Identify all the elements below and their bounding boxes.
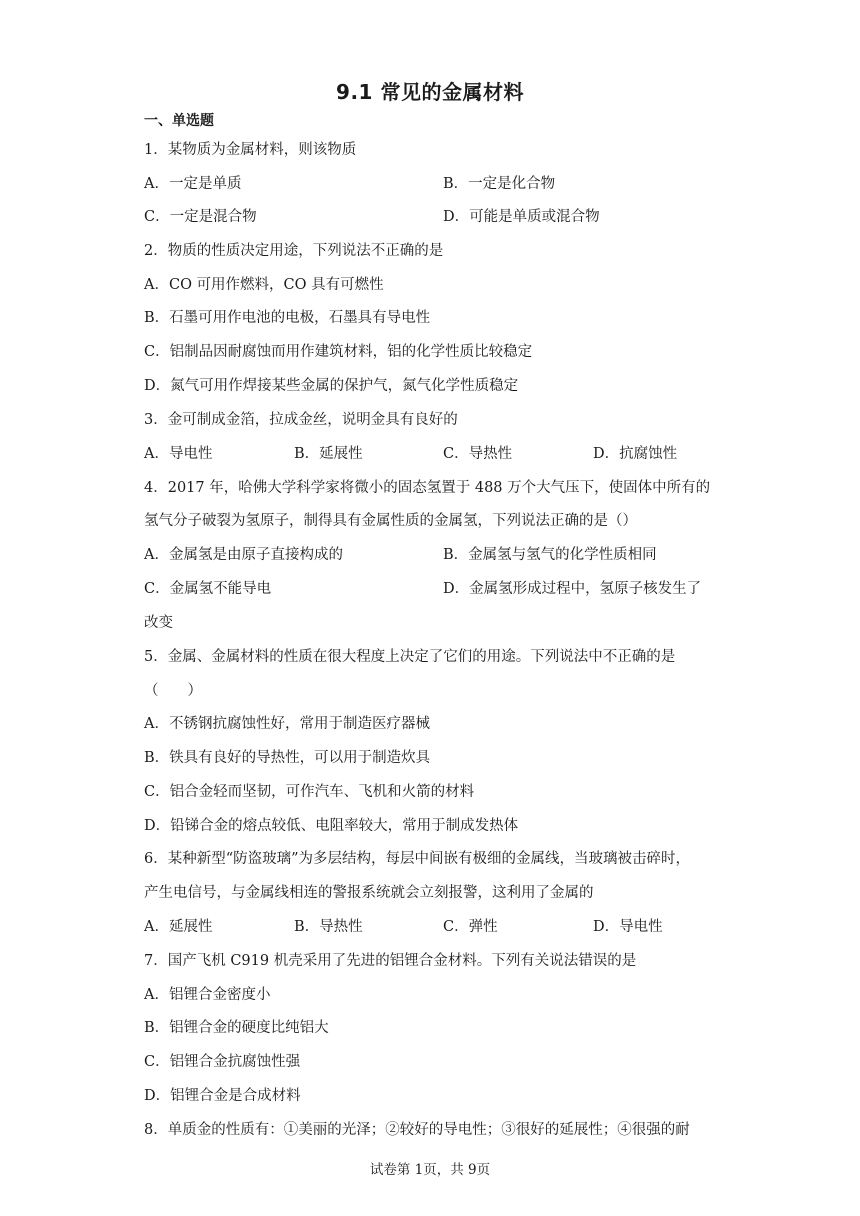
question-5-option-d: D．铅锑合金的熔点较低、电阻率较大，常用于制成发热体	[144, 818, 519, 834]
question-4-option-b: B．金属氢与氢气的化学性质相同	[443, 547, 657, 563]
question-3-option-a: A．导电性	[144, 446, 213, 462]
question-6-option-a: A．延展性	[144, 919, 213, 935]
question-5-stem-line-1: 5．金属、金属材料的性质在很大程度上决定了它们的用途。下列说法中不正确的是	[144, 649, 676, 665]
question-1-stem: 1．某物质为金属材料，则该物质	[144, 142, 357, 158]
question-5-option-a: A．不锈钢抗腐蚀性好，常用于制造医疗器械	[144, 716, 430, 732]
question-7-option-b: B．铝锂合金的硬度比纯铝大	[144, 1020, 329, 1036]
question-4-stem-line-1: 4．2017 年，哈佛大学科学家将微小的固态氢置于 488 万个大气压下，使固体中所有的	[144, 480, 711, 496]
question-6-stem-line-1: 6．某种新型“防盗玻璃”为多层结构，每层中间嵌有极细的金属线，当玻璃被击碎时，	[144, 851, 691, 867]
question-3-option-c: C．导热性	[443, 446, 513, 462]
question-7-option-d: D．铝锂合金是合成材料	[144, 1088, 301, 1104]
question-5-stem-line-2: （ ）	[144, 683, 202, 699]
section-heading: 一、单选题	[144, 113, 214, 129]
question-2-option-a: A．CO 可用作燃料，CO 具有可燃性	[144, 277, 384, 293]
question-3-option-d: D．抗腐蚀性	[593, 446, 678, 462]
question-4-option-d: D．金属氢形成过程中，氢原子核发生了	[443, 581, 702, 597]
question-7-option-a: A．铝锂合金密度小	[144, 987, 271, 1003]
question-4-stem-line-2: 氢气分子破裂为氢原子，制得具有金属性质的金属氢，下列说法正确的是（）	[144, 513, 637, 529]
page-title: 9.1 常见的金属材料	[336, 80, 524, 104]
question-3-option-b: B．延展性	[294, 446, 363, 462]
question-1-option-d: D．可能是单质或混合物	[443, 209, 600, 225]
question-3-stem: 3．金可制成金箔，拉成金丝，说明金具有良好的	[144, 412, 458, 428]
question-8-stem: 8．单质金的性质有：①美丽的光泽；②较好的导电性；③很好的延展性；④很强的耐	[144, 1122, 690, 1138]
question-2-option-b: B．石墨可用作电池的电极，石墨具有导电性	[144, 310, 431, 326]
question-2-option-d: D．氮气可用作焊接某些金属的保护气，氮气化学性质稳定	[144, 378, 519, 394]
question-6-option-d: D．导电性	[593, 919, 663, 935]
question-5-option-b: B．铁具有良好的导热性，可以用于制造炊具	[144, 750, 431, 766]
question-1-option-c: C．一定是混合物	[144, 209, 257, 225]
question-7-stem: 7．国产飞机 C919 机壳采用了先进的铝锂合金材料。下列有关说法错误的是	[144, 953, 637, 969]
question-6-stem-line-2: 产生电信号，与金属线相连的警报系统就会立刻报警，这利用了金属的	[144, 885, 594, 901]
question-1-option-b: B．一定是化合物	[443, 176, 556, 192]
question-2-option-c: C．铝制品因耐腐蚀而用作建筑材料，铝的化学性质比较稳定	[144, 344, 533, 360]
question-2-stem: 2．物质的性质决定用途，下列说法不正确的是	[144, 243, 444, 259]
question-4-option-a: A．金属氢是由原子直接构成的	[144, 547, 343, 563]
question-5-option-c: C．铝合金轻而坚韧，可作汽车、飞机和火箭的材料	[144, 784, 475, 800]
question-6-option-c: C．弹性	[443, 919, 498, 935]
question-1-option-a: A．一定是单质	[144, 176, 242, 192]
question-7-option-c: C．铝锂合金抗腐蚀性强	[144, 1054, 301, 1070]
question-4-option-d-continued: 改变	[144, 615, 173, 631]
question-4-option-c: C．金属氢不能导电	[144, 581, 272, 597]
page-footer: 试卷第 1页，共 9页	[369, 1162, 491, 1178]
question-6-option-b: B．导热性	[294, 919, 363, 935]
